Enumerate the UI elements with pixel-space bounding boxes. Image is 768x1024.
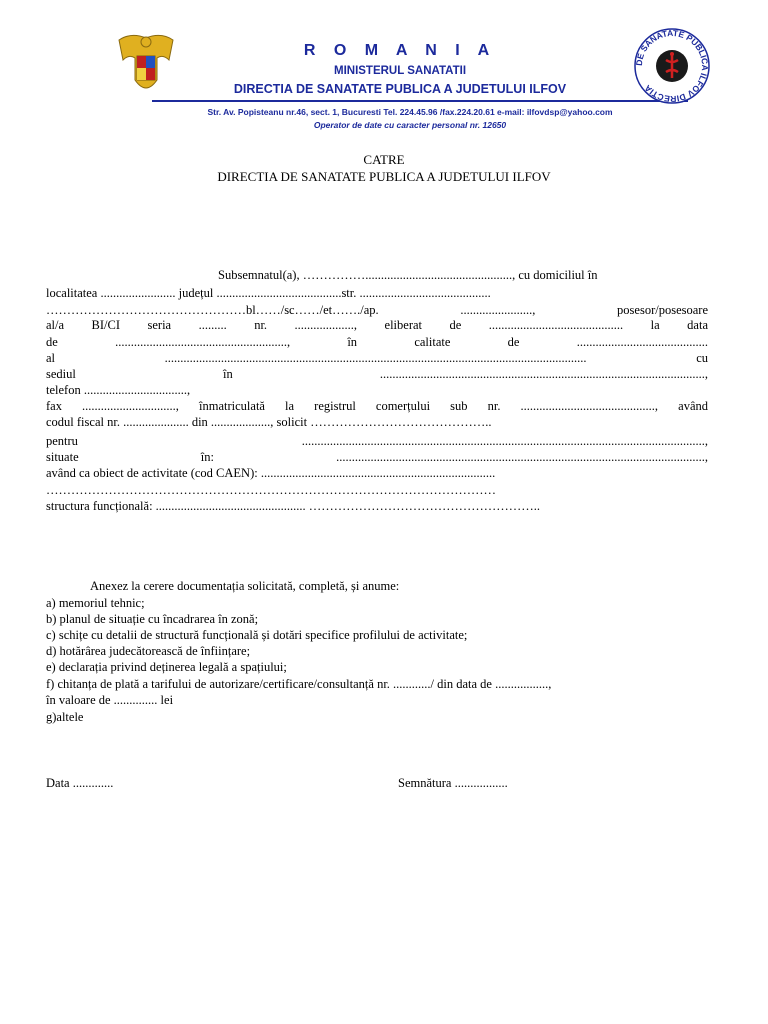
ministry-name: MINISTERUL SANATATII bbox=[333, 65, 467, 77]
addressee-line-1: CATRE bbox=[363, 152, 405, 167]
form-line: al/a BI/CI seria ......... nr. ..................., eliberat de ........................................... la data bbox=[46, 318, 708, 332]
form-line: pentru ................................................................................................................................., bbox=[46, 434, 708, 448]
annex-item: în valoare de .............. lei bbox=[46, 693, 174, 707]
form-line: având ca obiect de activitate (cod CAEN): ........................................................................... bbox=[46, 466, 496, 480]
annex-intro: Anexez la cerere documentația solicitată, completă, și anume: bbox=[90, 579, 400, 593]
annex-item: g)altele bbox=[46, 710, 84, 724]
annex-item: e) declarația privind deținerea legală a spațiului; bbox=[46, 660, 287, 674]
institution-seal-icon bbox=[632, 26, 712, 106]
header-divider bbox=[152, 100, 688, 102]
contact-address: Str. Av. Popisteanu nr.46, sect. 1, Bucuresti Tel. 224.45.96 /fax.224.20.61 e-mail: ilfovdsp@yahoo.com bbox=[207, 107, 613, 117]
form-line: Subsemnatul(a), ……………..............................................., cu domiciliul în bbox=[218, 268, 598, 282]
signature-field: Semnătura ................. bbox=[398, 776, 508, 790]
form-line: situate în: ......................................................................................................................, bbox=[46, 450, 708, 464]
directorate-name: DIRECTIA DE SANATATE PUBLICA A JUDETULUI ILFOV bbox=[233, 82, 567, 96]
form-line: …………………………………………bl……/sc……/et……./ap. ......................., posesor/posesoare bbox=[46, 303, 708, 317]
form-line: al ....................................................................................................................................... cu bbox=[46, 351, 708, 365]
annex-item: b) planul de situație cu încadrarea în zonă; bbox=[46, 612, 259, 626]
form-line: localitatea ........................ județul ........................................str. .......................................... bbox=[46, 286, 491, 300]
form-line: codul fiscal nr. ..................... din ..................., solicit …………………………………….. bbox=[46, 415, 492, 429]
date-field: Data ............. bbox=[46, 776, 114, 790]
data-operator-number: Operator de date cu caracter personal nr. 12650 bbox=[313, 120, 507, 130]
addressee-line-2: DIRECTIA DE SANATATE PUBLICA A JUDETULUI ILFOV bbox=[217, 169, 551, 184]
annex-item: c) schițe cu detalii de structură funcțională și dotări specifice profilului de activitate; bbox=[46, 628, 468, 642]
form-line: structura funcțională: ................................................ ……………………………………………….. bbox=[46, 499, 541, 513]
form-line: ……………………………………………………………………………………………… bbox=[46, 483, 496, 497]
country-name: R O M A N I A bbox=[303, 42, 497, 59]
form-line: de ......................................................., în calitate de .......................................... bbox=[46, 335, 708, 349]
annex-item: a) memoriul tehnic; bbox=[46, 596, 145, 610]
annex-item: f) chitanța de plată a tarifului de autorizare/certificare/consultanță nr. ............/ din data de ................., bbox=[46, 677, 552, 691]
coat-of-arms-icon bbox=[113, 30, 179, 100]
form-line: telefon ................................., bbox=[46, 383, 191, 397]
seal-text: DE SANATATE PUBLICA ILFOV DIRECTIA bbox=[633, 27, 711, 105]
form-line: fax .............................., înmatriculată la registrul comerțului sub nr. ..........................................., având bbox=[46, 399, 708, 413]
annex-item: d) hotărârea judecătorească de înființare; bbox=[46, 644, 251, 658]
form-line: sediul în ........................................................................................................, bbox=[46, 367, 708, 381]
